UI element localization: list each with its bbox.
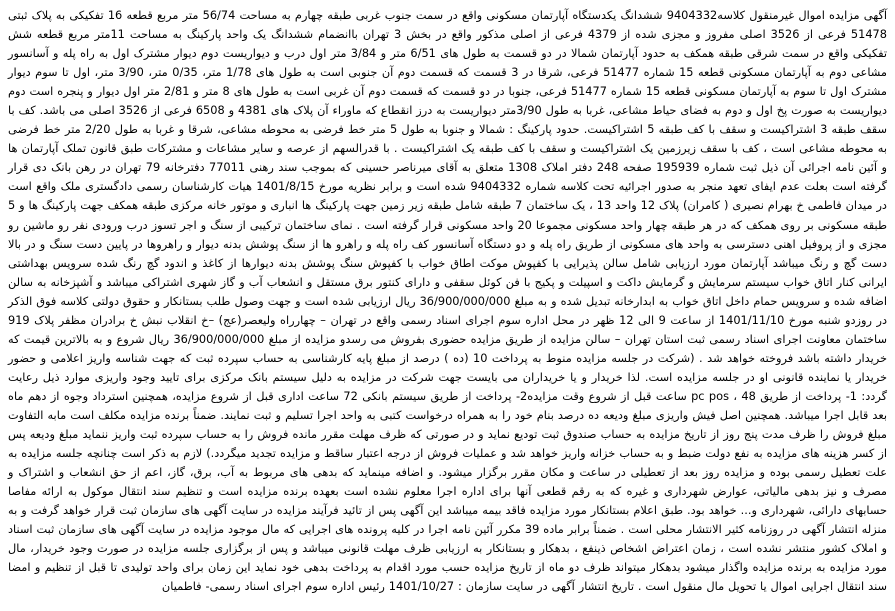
auction-notice-text: آگهی مزایده اموال غیرمنقول کلاسه9404332 ششدانگ یکدستگاه آپارتمان مسکونی واقع در سمت جنوب غربی طبقه چهارم به مساحت 56/74 متر مربع قطعه 16 تفکیکی به پلاک ثبتی 51478 فرعی از 3526 اصلی مفروز و مجزی شده از 4379 فرعی از اصلی مذکور واقع در بخش 3 تهران باانضمام ششدانگ یک واحد پارکینگ به مساحت 11متر مربع قطعه شش تفکیکی واقع در سمت شرقی طبقه همکف به حدود آپارتمان شمالا در دو قسمت به طول های 6/51 متر و 3/84 متر اول درب و دیواریست دوم دیوار مشترک اول به راه پله و آسانسور مشاعی دوم به آپارتمان مسکونی قطعه 15 شماره 51477 فرعی، شرقا در 3 قسمت که قسمت دوم آن جنوبی است به طول های 1/78 متر، 0/35 متر، 3/90 متر، اول تا سوم دیوار مشترک اول تا سوم به آپارتمان مسکونی قطعه 15 شماره 51477 فرعی، جنوبا در دو قسمت که قسمت دوم آن غربی است به طول های 8 متر و 2/81 متر اول دیوار و پنجره است دوم دیواریست به صورت پخ اول و دوم به فضای حیاط مشاعی، غربا به طول 3/90متر دیواریست به درز انقطاع که ماوراء آن پلاک های 4381 و 6508 فرعی از 3526 اصلی می باشد. کف با سقف طبقه 3 اشتراکیست و سقف با کف طبقه 5 اشتراکیست. حدود پارکینگ : شمالا و جنوبا به طول 5 متر خط فرضی به محوطه مشاعی، شرقا و غربا به طول 2/20 متر خط فرضی به محوطه مشاعی است ، کف با سقف زیرزمین یک اشتراکیست و سقف با کف طبقه یک اشتراکیست . با قدرالسهم از عرصه و سایر مشاعات و مشترکات طبق قانون تملک آپارتمان ها و آئین نامه اجرائی آن ذیل ثبت شماره 195939 صفحه 248 دفتر املاک 1308 متعلق به آقای میرناصر حسینی که بموجب سند رهنی 77011 دفترخانه 79 تهران در رهن بانک دی قرار گرفته است بعلت عدم ایفای تعهد منجر به صدور اجرائیه تحت کلاسه شماره 9404332 شده است و برابر نظریه مورخ 1401/8/15 هیات کارشناسان رسمی دادگستری ملک واقع است در میدان فاطمی خ بهرام نصیری ( کامران) پلاک 12 واحد 13 ، یک ساختمان 7 طبقه شامل طبقه زیر زمین جهت پارکینگ ها انباری و موتور خانه مرکزی طبقه همکف جهت پارکینگ ها و 5 طبقه مسکونی بر روی همکف که در هر طبقه چهار واحد مسکونی مجموعا 20 واحد مسکونی قرار گرفته است . نمای ساختمان ترکیبی از سنگ و اجر تسوز درب ورودی نفر رو ماشین رو مجزی و از پروفیل اهنی دسترسی به واحد های مسکونی از طریق راه پله و دو دستگاه آسانسور کف راه پله و راهرو ها از سنگ پوشش بدنه دیوار و راهروها در پایین دست سنگ و در بالا دست گچ و رنگ میباشد آپارتمان مورد ارزیابی شامل سالن پذیرایی با کفپوش موکت اطاق خواب با کفپوش سنگ پوشش بدنه دیوارها از کاغذ و اندود گچ رنگ شده سرویس بهداشتی ایرانی کنار اتاق خواب سیستم سرمایش و گرمایش داکت و اسپیلت و پکیج با فن کوئل سقفی و دارای کنتور برق مستقل و انشعاب آب و گاز شهری اشتراکی میباشد و آشپزخانه به سالن اضافه شده و سرویس حمام داخل اتاق خواب به ابدارخانه تبدیل شده و به مبلغ 36/900/000/000 ریال ارزیابی شده است و جهت وصول طلب بستانکار و حقوق دولتی کلاسه فوق الذکر در روزدو شنبه مورخ 1401/11/10 از ساعت 9 الی 12 ظهر در محل اداره سوم اجرای اسناد رسمی واقع در تهران – چهارراه ولیعصر(عج) –خ انقلاب نبش خ برادران مظفر پلاک 919 ساختمان معاونت اجرای اسناد رسمی ثبت استان تهران – سالن مزایده از طریق مزایده حضوری بفروش می رسدو مزایده از مبلغ 36/900/000/000 ریال شروع و به بالاترین قیمت که خریدار داشته باشد فروخته خواهد شد . (شرکت در جلسه مزایده منوط به پرداخت 10 (ده ) درصد از مبلغ پایه کارشناسی به حساب سپرده ثبت که جهت شناسه واریز اعلامی و حضور خریدار یا نماینده قانونی او در جلسه مزایده است. لذا خریدار و یا خریداران می بایست جهت شرکت در مزایده به دلیل سیستم بانک مرکزی برای تایید وجود واریزی موارد ذیل رعایت گردد: 1- پرداخت از طریق pc pos ، 48 ساعت قبل از شروع وقت مزایده2- پرداخت از طریق سیستم بانکی 72 ساعت اداری قبل از شروع مزایده، همچنین استرداد وجوه از دهم ماه بعد قابل اجرا میباشد. همچنین اصل فیش واریزی مبلغ ودیعه ده درصد بنام خود را به همراه درخواست کتبی به واحد اجرا تسلیم و ثبت نمایند. ضمناً برنده مزایده مکلف است مابه التفاوت مبلغ فروش را ظرف مدت پنج روز از تاریخ مزایده به حساب صندوق ثبت تودیع نماید و در صورتی که ظرف مهلت مقرر مانده فروش را به حساب سپرده ثبت واریز ننماید مبلغ ودیعه پس از کسر هزینه های مزایده به نفع دولت ضبط و به حساب خزانه واریز خواهد شد و عملیات فروش از درجه اعتبار ساقط و مزایده تجدید میگردد.) لازم به ذکر است چنانچه جلسه مزایده به علت تعطیل رسمی بوده و مزایده روز بعد از تعطیلی در ساعت و مکان مقرر برگزار میشود. و اضافه مینماید که بدهی های مربوط به آب، برق، گاز، اعم از حق انشعاب و اشتراک و مصرف و نیز بدهی مالیاتی، عوارض شهرداری و غیره که به رقم قطعی آنها برای اداره اجرا معلوم نشده است بعهده برنده مزایده است و تنظیم سند انتقال موکول به ارائه مفاصا حسابهای دارائی، شهرداری و... خواهد بود. طبق اعلام بستانکار مورد مزایده فاقد بیمه میباشد این آگهی پس از تائید فرآیند مزایده در سایت آگهی های سازمان ثبت قرار خواهد گرفت و به منزله انتشار آگهی در روزنامه کثیر الانتشار محلی است . ضمناً برابر ماده 39 مکرر آئین نامه اجرا در کلیه پرونده های اجرایی که مال موجود مزایده در سایت آگهی های سازمان ثبت اسناد و املاک کشور منتشر نشده است ، زمان اعتراض اشخاص ذینفع ، بدهکار و بستانکار به ارزیابی ظرف مهلت قانونی میباشد و پس از برگزاری جلسه مزایده در صورت وجود خریدار، مال مورد مزایده به برنده مزایده واگذار میشود بدهکار میتواند ظرف دو ماه از تاریخ مزایده حسب مورد اقدام به پرداخت بدهی خود نماید این زمان برای واحد تولیدی تا قبل از تنظیم و امضا سند انتقال اجرایی اموال یا تحویل مال منقول است . تاریخ انتشار آگهی در سایت سازمان : 1401/10/27 رئیس اداره سوم اجرای اسناد رسمی- فاطمیان — [8, 8, 888, 594]
